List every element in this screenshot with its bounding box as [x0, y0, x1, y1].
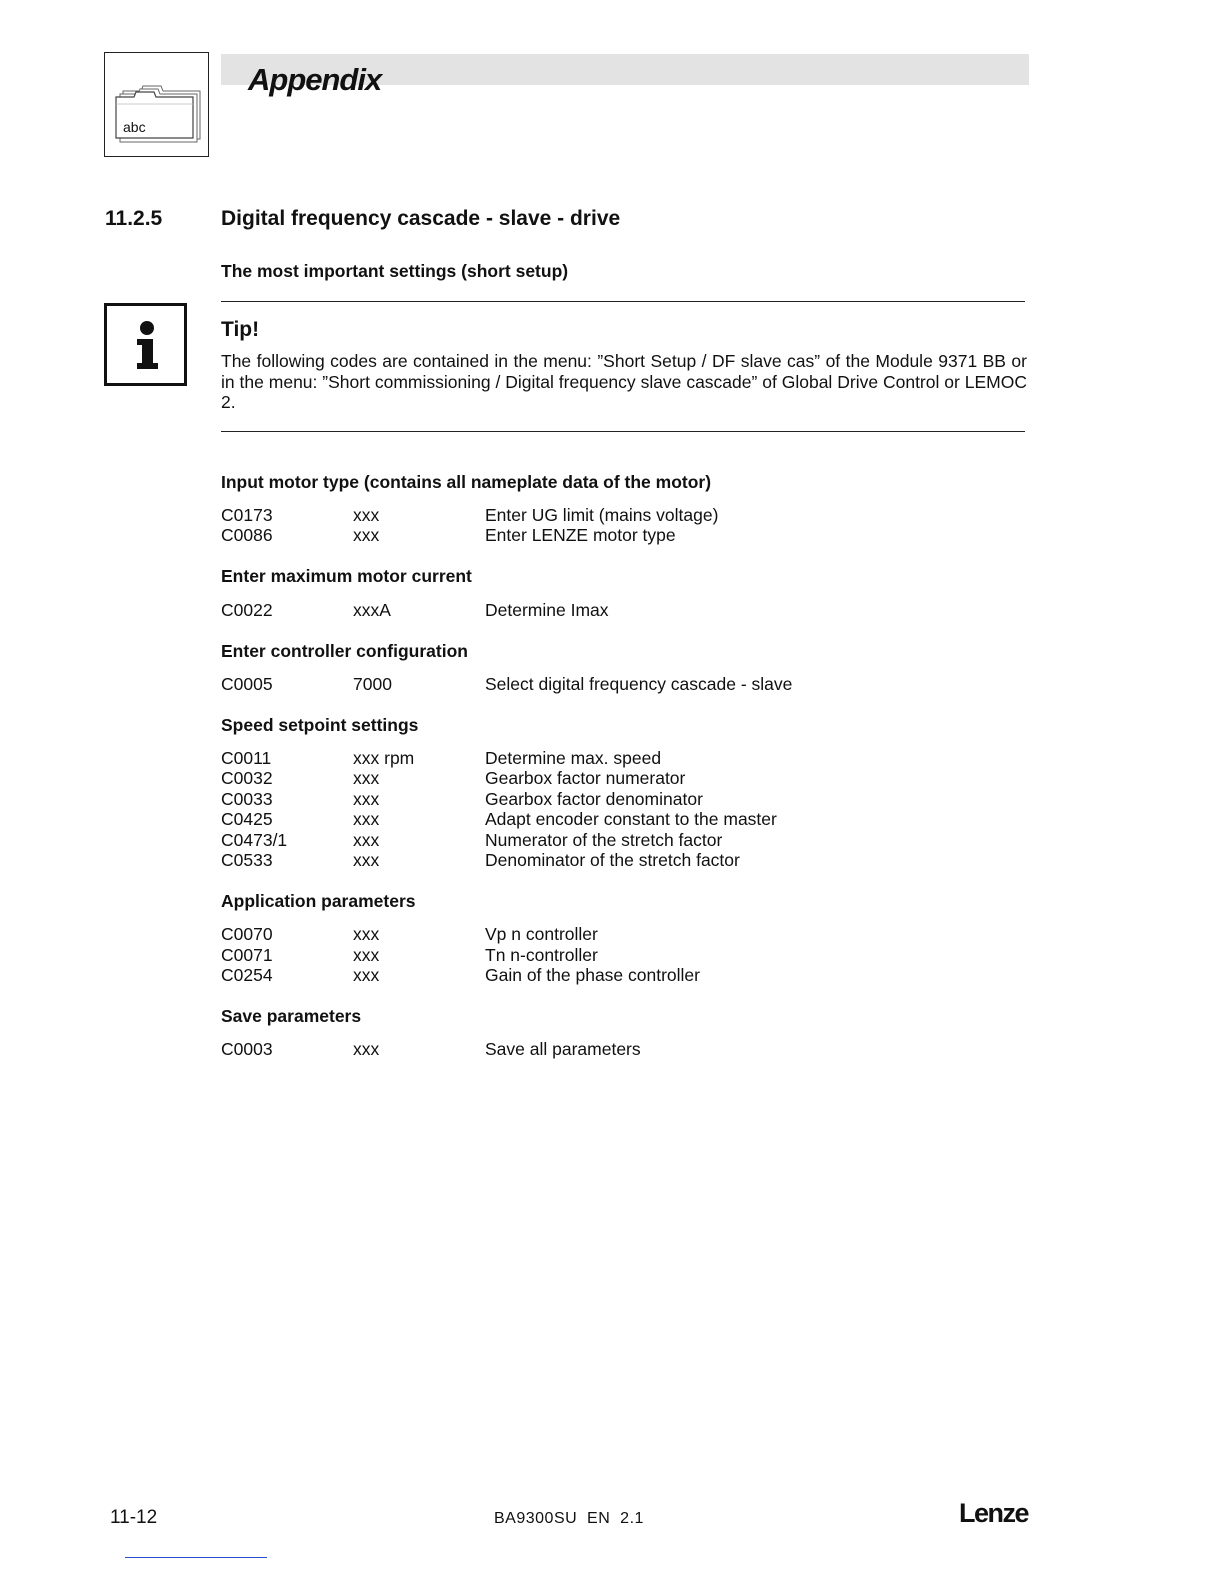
table-row: [221, 850, 981, 871]
code-cell: C0032: [221, 768, 273, 788]
code-cell: C0033: [221, 789, 273, 809]
code-cell: C0003: [221, 1039, 273, 1059]
tip-text: The following codes are contained in the menu: ”Short Setup / DF slave cas” of the Module 9371 BB or in the menu: ”Short commissioning / Digital frequency slave cascade” of Global Drive Control or LEMOC 2.: [221, 351, 1027, 412]
code-cell: C0086: [221, 525, 273, 545]
table-row: [221, 945, 981, 966]
description-cell: Tn n-controller: [485, 945, 598, 965]
value-cell: xxx: [353, 924, 380, 944]
group-heading: Application parameters: [221, 891, 416, 911]
tip-top-rule: [221, 301, 1025, 302]
value-cell: xxx: [353, 1039, 380, 1059]
value-cell: xxx: [353, 945, 380, 965]
code-cell: C0173: [221, 505, 273, 525]
description-cell: Vp n controller: [485, 924, 598, 944]
code-cell: C0533: [221, 850, 273, 870]
info-icon: [104, 303, 187, 386]
description-cell: Determine Imax: [485, 600, 609, 620]
value-cell: xxx: [353, 525, 380, 545]
table-row: [221, 809, 981, 830]
description-cell: Save all parameters: [485, 1039, 641, 1059]
value-cell: 7000: [353, 674, 392, 694]
code-cell: C0011: [221, 748, 272, 768]
table-row: [221, 525, 981, 546]
description-cell: Select digital frequency cascade - slave: [485, 674, 793, 694]
value-cell: xxx: [353, 505, 380, 525]
description-cell: Enter LENZE motor type: [485, 525, 676, 545]
value-cell: xxx: [353, 768, 380, 788]
table-row: [221, 768, 981, 789]
code-cell: C0071: [221, 945, 273, 965]
section-number: 11.2.5: [105, 207, 163, 230]
value-cell: xxxA: [353, 600, 391, 620]
document-id: BA9300SU EN 2.1: [494, 1510, 644, 1527]
table-row: [221, 1039, 981, 1060]
code-cell: C0254: [221, 965, 273, 985]
value-cell: xxx: [353, 965, 380, 985]
table-row: [221, 505, 981, 526]
group-heading: Save parameters: [221, 1006, 362, 1026]
description-cell: Gearbox factor denominator: [485, 789, 703, 809]
code-cell: C0005: [221, 674, 273, 694]
table-row: [221, 600, 981, 621]
tip-bottom-rule: [221, 431, 1025, 432]
section-title: Digital frequency cascade - slave - drive: [221, 207, 621, 230]
table-row: [221, 965, 981, 986]
table-row: [221, 789, 981, 810]
group-heading: Input motor type (contains all nameplate data of the motor): [221, 472, 712, 492]
chapter-icon-box: [104, 52, 209, 157]
page-number: 11-12: [110, 1507, 158, 1528]
table-row: [221, 924, 981, 945]
description-cell: Enter UG limit (mains voltage): [485, 505, 719, 525]
code-cell: C0070: [221, 924, 273, 944]
table-row: [221, 674, 981, 695]
description-cell: Determine max. speed: [485, 748, 662, 768]
code-cell: C0425: [221, 809, 273, 829]
group-heading: Speed setpoint settings: [221, 715, 419, 735]
table-row: [221, 830, 981, 851]
value-cell: xxx: [353, 789, 380, 809]
group-heading: Enter maximum motor current: [221, 566, 472, 586]
code-cell: C0473/1: [221, 830, 288, 850]
chapter-icon-label: abc: [123, 119, 146, 135]
chapter-title: Appendix: [248, 62, 382, 97]
folder-icon: [105, 53, 208, 156]
value-cell: xxx: [353, 850, 380, 870]
link-underline: [125, 1557, 267, 1558]
value-cell: xxx rpm: [353, 748, 415, 768]
description-cell: Gain of the phase controller: [485, 965, 700, 985]
tip-heading: Tip!: [221, 318, 260, 341]
table-row: [221, 748, 981, 769]
brand-logo: Lenze: [959, 1498, 1029, 1528]
section-subtitle: The most important settings (short setup): [221, 261, 569, 281]
description-cell: Gearbox factor numerator: [485, 768, 686, 788]
description-cell: Numerator of the stretch factor: [485, 830, 723, 850]
value-cell: xxx: [353, 809, 380, 829]
description-cell: Adapt encoder constant to the master: [485, 809, 777, 829]
group-heading: Enter controller configuration: [221, 641, 468, 661]
description-cell: Denominator of the stretch factor: [485, 850, 740, 870]
value-cell: xxx: [353, 830, 380, 850]
code-cell: C0022: [221, 600, 273, 620]
